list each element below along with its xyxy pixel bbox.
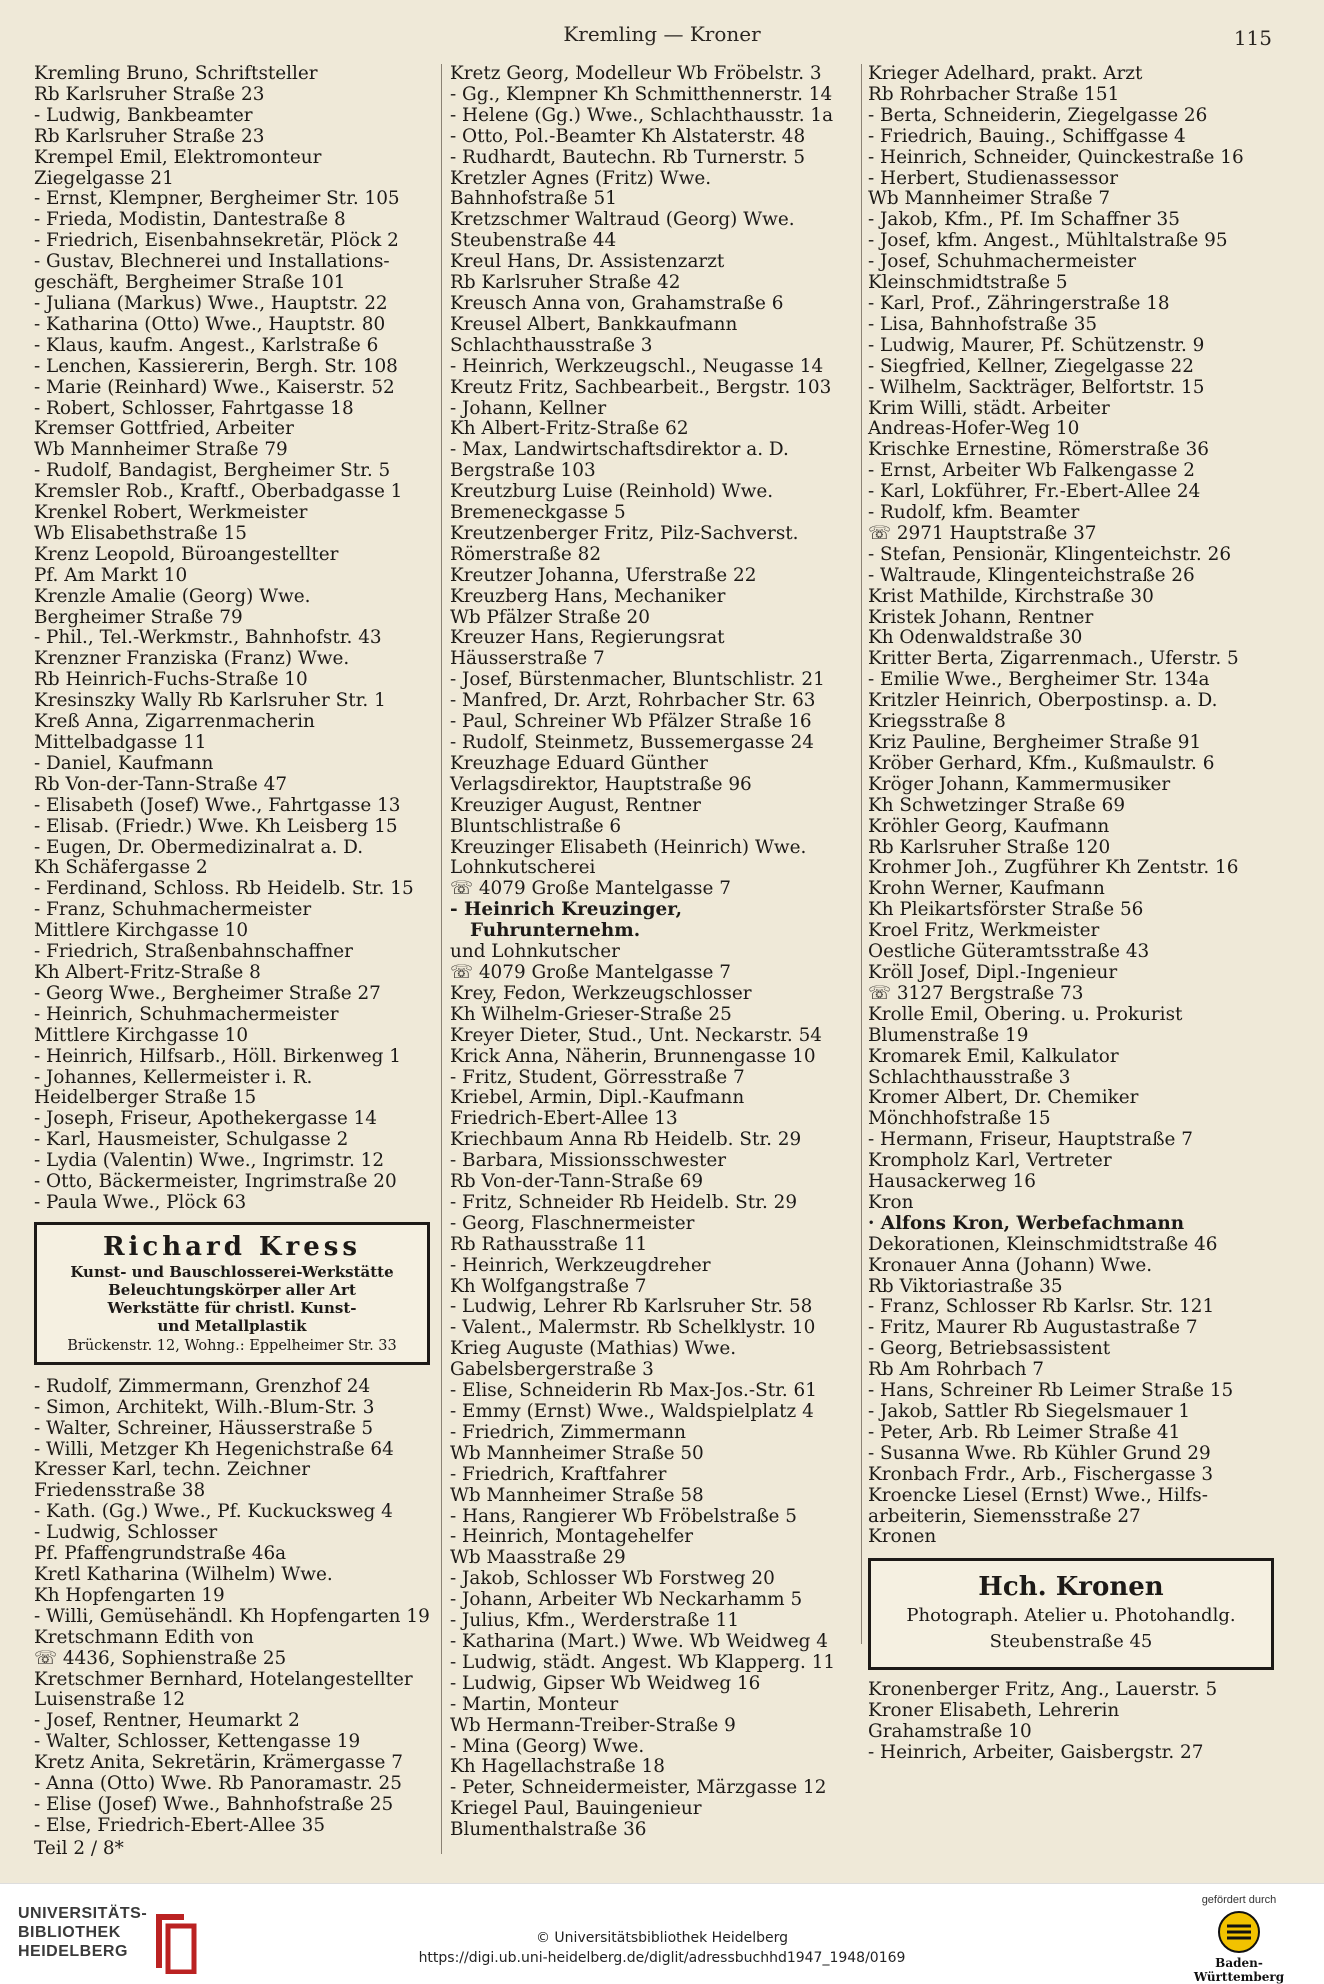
- directory-entry-line: Kröber Gerhard, Kfm., Kußmaulstr. 6: [868, 752, 1215, 774]
- directory-entry-line: Kremling Bruno, Schriftsteller: [34, 63, 318, 84]
- source-url[interactable]: https://digi.ub.uni-heidelberg.de/diglit/adressbuchhd1947_1948/0169: [418, 1950, 906, 1966]
- directory-entry-line: - Manfred, Dr. Arzt, Rohrbacher Str. 63: [450, 690, 816, 712]
- directory-entry-line: Kromer Albert, Dr. Chemiker: [868, 1087, 1139, 1109]
- directory-entry-line: - Rudolf, Zimmermann, Grenzhof 24: [34, 1375, 371, 1397]
- directory-entry-line: - Johannes, Kellermeister i. R.: [34, 1066, 313, 1088]
- directory-entry-line: - Marie (Reinhard) Wwe., Kaiserstr. 52: [34, 376, 395, 398]
- directory-entry-line: Mönchhofstraße 15: [868, 1108, 1051, 1130]
- directory-entry-line: - Jakob, Sattler Rb Siegelsmauer 1: [868, 1401, 1191, 1422]
- directory-entry-line: - Heinrich Kreuzinger, Fuhrunternehm.: [450, 899, 682, 942]
- directory-entry-line: - Ludwig, Lehrer Rb Karlsruher Str. 58: [450, 1296, 813, 1318]
- directory-entry-line: Krempel Emil, Elektromonteur: [34, 146, 322, 168]
- directory-entry-line: Hausackerweg 16: [868, 1171, 1037, 1193]
- directory-entry-line: Kronen: [868, 1526, 937, 1548]
- directory-entry-line: Krohmer Joh., Zugführer Kh Zentstr. 16: [868, 857, 1239, 879]
- directory-entry-line: Kreuzer Hans, Regierungsrat: [450, 627, 725, 649]
- ad-title: Richard Kress: [102, 1231, 362, 1262]
- directory-entry-line: - Frieda, Modistin, Dantestraße 8: [34, 209, 346, 231]
- directory-entry-line: - Heinrich, Hilfsarb., Höll. Birkenweg 1: [34, 1045, 401, 1067]
- directory-entry-line: Kreutzburg Luise (Reinhold) Wwe.: [450, 481, 774, 503]
- entries-column-1-bottom: [34, 1377, 434, 1837]
- directory-entry-line: Wb Hermann-Treiber-Straße 9: [450, 1714, 736, 1736]
- directory-entry-line: Rb Karlsruher Straße 42: [450, 272, 681, 294]
- library-name-line: HEIDELBERG: [18, 1943, 128, 1960]
- directory-entry-line: Wb Pfälzer Straße 20: [450, 606, 650, 628]
- directory-entry-line: - Otto, Bäckermeister, Ingrimstraße 20: [34, 1171, 397, 1193]
- directory-entry-line: Kroner Elisabeth, Lehrerin: [868, 1700, 1120, 1722]
- directory-entry-line: - Hans, Rangierer Wb Fröbelstraße 5: [450, 1505, 797, 1527]
- directory-entry-line: Krieg Auguste (Mathias) Wwe.: [450, 1338, 737, 1360]
- directory-entry-line: Wb Elisabethstraße 15: [34, 522, 248, 544]
- directory-entry-line: Rb Rathausstraße 11: [450, 1233, 648, 1255]
- directory-entry-line: - Emmy (Ernst) Wwe., Waldspielplatz 4: [450, 1401, 814, 1422]
- directory-entry-line: Kh Wolfgangstraße 7: [450, 1275, 647, 1297]
- state-name: Baden-Württemberg: [1193, 1956, 1285, 1984]
- ad-line: Werkstätte für christl. Kunst-: [107, 1298, 357, 1317]
- directory-entry-line: Rb Karlsruher Straße 120: [868, 836, 1111, 858]
- directory-entry-line: ☏ 4079 Große Mantelgasse 7: [450, 961, 731, 983]
- directory-entry-line: - Lydia (Valentin) Wwe., Ingrimstr. 12: [34, 1150, 385, 1172]
- directory-entry-line: - Peter, Schneidermeister, Märzgasse 12: [450, 1777, 827, 1799]
- directory-entry-line: - Rudhardt, Bautechn. Rb Turnerstr. 5: [450, 146, 806, 168]
- directory-entry-line: - Emilie Wwe., Bergheimer Str. 134a: [868, 669, 1210, 691]
- directory-entry-line: Kreusel Albert, Bankkaufmann: [450, 313, 738, 335]
- directory-entry-line: - Friedrich, Bauing., Schiffgasse 4: [868, 125, 1186, 147]
- directory-entry-line: - Friedrich, Kraftfahrer: [450, 1463, 667, 1485]
- directory-entry-line: - Herbert, Studienassessor: [868, 167, 1118, 189]
- directory-entry-line: - Ludwig, städt. Angest. Wb Klapperg. 11: [450, 1651, 836, 1673]
- directory-entry-line: · Alfons Kron, Werbefachmann: [868, 1212, 1185, 1234]
- directory-entry-line: - Juliana (Markus) Wwe., Hauptstr. 22: [34, 292, 388, 314]
- directory-entry-line: Kretzler Agnes (Fritz) Wwe.: [450, 167, 712, 189]
- directory-entry-line: Bergheimer Straße 79: [34, 606, 243, 628]
- directory-entry-line: - Walter, Schlosser, Kettengasse 19: [34, 1731, 361, 1753]
- directory-entry-line: Kronbach Frdr., Arb., Fischergasse 3: [868, 1463, 1214, 1485]
- directory-entry-line: - Fritz, Student, Görresstraße 7: [450, 1066, 745, 1088]
- directory-entry-line: Wb Mannheimer Straße 7: [868, 188, 1111, 210]
- directory-entry-line: - Jakob, Kfm., Pf. Im Schaffner 35: [868, 209, 1180, 231]
- directory-entry-line: Mittelbadgasse 11: [34, 732, 207, 753]
- directory-entry-line: - Valent., Malermstr. Rb Schelklystr. 10: [450, 1317, 816, 1339]
- directory-entry-line: - Gustav, Blechnerei und Installations-: [34, 251, 390, 273]
- directory-entry-line: Rb Viktoriastraße 35: [868, 1275, 1063, 1297]
- directory-entry-line: Kh Schäfergasse 2: [34, 857, 208, 879]
- directory-entry-line: Friedrich-Ebert-Allee 13: [450, 1108, 678, 1130]
- entries-column-3-top: [868, 64, 1280, 1548]
- directory-entry-line: Kromarek Emil, Kalkulator: [868, 1045, 1119, 1067]
- directory-entry-line: - Friedrich, Eisenbahnsekretär, Plöck 2: [34, 230, 399, 252]
- advertisement-hch-kronen: [868, 1558, 1274, 1670]
- directory-entry-line: - Mina (Georg) Wwe.: [450, 1735, 645, 1757]
- directory-entry-line: - Elise, Schneiderin Rb Max-Jos.-Str. 61: [450, 1380, 817, 1402]
- directory-entry-line: Wb Mannheimer Straße 58: [450, 1484, 704, 1506]
- directory-entry-line: - Hermann, Friseur, Hauptstraße 7: [868, 1129, 1193, 1151]
- directory-entry-line: Gabelsbergerstraße 3: [450, 1359, 654, 1381]
- directory-entry-line: Kh Albert-Fritz-Straße 8: [34, 961, 261, 983]
- directory-entry-line: - Josef, kfm. Angest., Mühltalstraße 95: [868, 230, 1228, 252]
- directory-entry-line: - Elisab. (Friedr.) Wwe. Kh Leisberg 15: [34, 815, 398, 837]
- directory-entry-line: Kh Albert-Fritz-Straße 62: [450, 418, 689, 440]
- directory-entry-line: Bergstraße 103: [450, 460, 596, 482]
- directory-entry-line: Krieger Adelhard, prakt. Arzt: [868, 63, 1143, 84]
- directory-entry-line: - Anna (Otto) Wwe. Rb Panoramastr. 25: [34, 1773, 402, 1795]
- directory-entry-line: Schlachthausstraße 3: [868, 1066, 1071, 1088]
- directory-entry-line: Lohnkutscherei: [450, 857, 596, 879]
- directory-entry-line: Kritter Berta, Zigarrenmach., Uferstr. 5: [868, 648, 1239, 670]
- directory-entry-line: - Daniel, Kaufmann: [34, 752, 214, 774]
- directory-entry-line: Krischke Ernestine, Römerstraße 36: [868, 439, 1209, 461]
- directory-entry-line: Wb Mannheimer Straße 50: [450, 1442, 704, 1464]
- directory-entry-line: ☏ 2971 Hauptstraße 37: [868, 522, 1097, 544]
- ad-line: Beleuchtungskörper aller Art: [108, 1280, 356, 1299]
- directory-entry-line: Kreutzenberger Fritz, Pilz-Sachverst.: [450, 522, 799, 544]
- directory-entry-line: Rb Heinrich-Fuchs-Straße 10: [34, 669, 308, 691]
- funding-badge[interactable]: [1184, 1894, 1294, 1984]
- directory-entry-line: - Georg, Betriebsassistent: [868, 1338, 1111, 1360]
- directory-entry-line: Krolle Emil, Obering. u. Prokurist: [868, 1003, 1183, 1025]
- directory-entry-line: - Joseph, Friseur, Apothekergasse 14: [34, 1108, 378, 1130]
- directory-entry-line: Kretschmann Edith von: [34, 1626, 254, 1648]
- directory-entry-line: Steubenstraße 44: [450, 230, 617, 252]
- directory-entry-line: arbeiterin, Siemensstraße 27: [868, 1505, 1141, 1527]
- directory-entry-line: - Else, Friedrich-Ebert-Allee 35: [34, 1814, 326, 1836]
- directory-entry-line: - Jakob, Schlosser Wb Forstweg 20: [450, 1568, 775, 1590]
- directory-entry-line: Kretl Katharina (Wilhelm) Wwe.: [34, 1564, 333, 1585]
- directory-entry-line: und Lohnkutscher: [450, 941, 620, 963]
- directory-entry-line: - Elise (Josef) Wwe., Bahnhofstraße 25: [34, 1793, 394, 1815]
- ad-title: Hch. Kronen: [978, 1572, 1164, 1603]
- directory-entry-line: Kreusch Anna von, Grahamstraße 6: [450, 292, 784, 314]
- directory-entry-line: Kriegel Paul, Bauingenieur: [450, 1798, 702, 1820]
- column-2: [450, 64, 852, 1841]
- directory-entry-line: - Hans, Schreiner Rb Leimer Straße 15: [868, 1380, 1234, 1402]
- ad-line: und Metallplastik: [157, 1316, 307, 1335]
- column-rule-2: [861, 64, 862, 1644]
- directory-entry-line: ☏ 3127 Bergstraße 73: [868, 982, 1084, 1004]
- ad-address: Brückenstr. 12, Wohng.: Eppelheimer Str. 33: [67, 1337, 397, 1354]
- directory-entry-line: Bahnhofstraße 51: [450, 188, 617, 210]
- directory-entry-line: Rb Von-der-Tann-Straße 47: [34, 773, 288, 795]
- directory-entry-line: Kreyer Dieter, Stud., Unt. Neckarstr. 54: [450, 1024, 823, 1046]
- directory-entry-line: - Susanna Wwe. Rb Kühler Grund 29: [868, 1442, 1211, 1464]
- directory-entry-line: Kretschmer Bernhard, Hotelangestellter: [34, 1668, 413, 1690]
- directory-entry-line: Häusserstraße 7: [450, 648, 605, 670]
- directory-entry-line: Krenzle Amalie (Georg) Wwe.: [34, 585, 311, 607]
- directory-entry-line: Krenkel Robert, Werkmeister: [34, 502, 308, 524]
- directory-entry-line: - Lisa, Bahnhofstraße 35: [868, 313, 1098, 335]
- directory-entry-line: Kreul Hans, Dr. Assistenzarzt: [450, 251, 725, 273]
- directory-entry-line: Kritzler Heinrich, Oberpostinsp. a. D.: [868, 690, 1218, 712]
- directory-entry-line: ☏ 4436, Sophienstraße 25: [34, 1647, 287, 1669]
- directory-entry-line: - Paula Wwe., Plöck 63: [34, 1191, 247, 1213]
- directory-entry-line: Kretzschmer Waltraud (Georg) Wwe.: [450, 209, 795, 231]
- directory-entry-line: - Ernst, Klempner, Bergheimer Str. 105: [34, 188, 400, 210]
- directory-entry-line: Heidelberger Straße 15: [34, 1087, 257, 1109]
- directory-entry-line: Kh Pleikartsförster Straße 56: [868, 899, 1144, 921]
- directory-entry-line: Krenzner Franziska (Franz) Wwe.: [34, 648, 350, 670]
- directory-entry-line: Friedensstraße 38: [34, 1480, 206, 1502]
- directory-entry-line: Grahamstraße 10: [868, 1721, 1032, 1743]
- directory-entry-line: - Helene (Gg.) Wwe., Schlachthausstr. 1a: [450, 104, 834, 126]
- directory-entry-line: Kh Schwetzinger Straße 69: [868, 794, 1126, 816]
- directory-entry-line: Mittlere Kirchgasse 10: [34, 920, 249, 942]
- baden-wuerttemberg-emblem-icon: [1217, 1910, 1261, 1954]
- directory-entry-line: - Karl, Lokführer, Fr.-Ebert-Allee 24: [868, 481, 1201, 503]
- directory-entry-line: Kleinschmidtstraße 5: [868, 272, 1068, 294]
- directory-entry-line: Ziegelgasse 21: [34, 167, 174, 189]
- directory-entry-line: - Wilhelm, Sackträger, Belfortstr. 15: [868, 376, 1205, 398]
- directory-entry-line: Krim Willi, städt. Arbeiter: [868, 397, 1110, 419]
- directory-entry-line: Blumenthalstraße 36: [450, 1819, 647, 1841]
- directory-entry-line: - Georg Wwe., Bergheimer Straße 27: [34, 982, 381, 1004]
- directory-entry-line: - Friedrich, Straßenbahnschaffner: [34, 941, 353, 963]
- directory-entry-line: - Walter, Schreiner, Häusserstraße 5: [34, 1417, 374, 1439]
- directory-entry-line: Kresser Karl, techn. Zeichner: [34, 1459, 311, 1481]
- entries-column-3-bottom: [868, 1680, 1280, 1764]
- running-head: Kremling — Kroner: [563, 22, 761, 46]
- directory-entry-line: Kreuziger August, Rentner: [450, 794, 701, 816]
- directory-entry-line: Kreß Anna, Zigarrenmacherin: [34, 711, 315, 733]
- directory-entry-line: - Karl, Hausmeister, Schulgasse 2: [34, 1129, 349, 1151]
- directory-entry-line: - Ferdinand, Schloss. Rb Heidelb. Str. 15: [34, 878, 414, 900]
- funded-by-label: gefördert durch: [1201, 1894, 1277, 1906]
- advertisement-richard-kress: [34, 1222, 430, 1365]
- directory-entry-line: Kristek Johann, Rentner: [868, 606, 1094, 628]
- directory-entry-line: Kröhler Georg, Kaufmann: [868, 815, 1110, 837]
- ad-line: Kunst- und Bauschlosserei-Werkstätte: [70, 1262, 394, 1281]
- directory-entry-line: - Robert, Schlosser, Fahrtgasse 18: [34, 397, 354, 419]
- directory-entry-line: ☏ 4079 Große Mantelgasse 7: [450, 878, 731, 900]
- copyright-notice: © Universitätsbibliothek Heidelberg: [535, 1930, 788, 1946]
- directory-entry-line: Dekorationen, Kleinschmidtstraße 46: [868, 1233, 1218, 1255]
- ad-line: Steubenstraße 45: [989, 1631, 1153, 1653]
- directory-entry-line: Rb Karlsruher Straße 23: [34, 125, 265, 147]
- directory-entry-line: - Friedrich, Zimmermann: [450, 1421, 686, 1443]
- directory-entry-line: - Josef, Rentner, Heumarkt 2: [34, 1710, 300, 1732]
- directory-entry-line: Krenz Leopold, Büroangestellter: [34, 543, 339, 565]
- directory-entry-line: - Lenchen, Kassiererin, Bergh. Str. 108: [34, 355, 398, 377]
- directory-entry-line: Schlachthausstraße 3: [450, 334, 653, 356]
- directory-entry-line: Kröll Josef, Dipl.-Ingenieur: [868, 961, 1118, 983]
- directory-entry-line: - Franz, Schuhmachermeister: [34, 899, 312, 921]
- directory-entry-line: Kh Wilhelm-Grieser-Straße 25: [450, 1003, 732, 1025]
- directory-entry-line: - Rudolf, kfm. Beamter: [868, 502, 1080, 524]
- directory-entry-line: Kreutzer Johanna, Uferstraße 22: [450, 564, 757, 586]
- directory-entry-line: - Katharina (Mart.) Wwe. Wb Weidweg 4: [450, 1630, 828, 1652]
- directory-entry-line: Krompholz Karl, Vertreter: [868, 1150, 1112, 1172]
- directory-entry-line: Blumenstraße 19: [868, 1024, 1029, 1046]
- entries-column-2: [450, 64, 852, 1841]
- directory-entry-line: - Heinrich, Arbeiter, Gaisbergstr. 27: [868, 1742, 1204, 1764]
- directory-entry-line: Kronenberger Fritz, Ang., Lauerstr. 5: [868, 1679, 1218, 1701]
- directory-entry-line: - Barbara, Missionsschwester: [450, 1150, 727, 1172]
- column-1: [34, 64, 434, 1860]
- directory-entry-line: Wb Mannheimer Straße 79: [34, 439, 288, 461]
- directory-entry-line: - Julius, Kfm., Werderstraße 11: [450, 1610, 740, 1632]
- directory-entry-line: - Kath. (Gg.) Wwe., Pf. Kuckucksweg 4: [34, 1501, 393, 1523]
- directory-entry-line: Krist Mathilde, Kirchstraße 30: [868, 585, 1154, 607]
- directory-entry-line: - Rudolf, Steinmetz, Bussemergasse 24: [450, 732, 814, 753]
- directory-entry-line: - Max, Landwirtschaftsdirektor a. D.: [450, 439, 789, 461]
- directory-entry-line: Kremser Gottfried, Arbeiter: [34, 418, 294, 440]
- directory-entry-line: Kroel Fritz, Werkmeister: [868, 920, 1100, 942]
- directory-entry-line: - Siegfried, Kellner, Ziegelgasse 22: [868, 355, 1194, 377]
- directory-entry-line: Kresinszky Wally Rb Karlsruher Str. 1: [34, 690, 386, 712]
- library-name-line: UNIVERSITÄTS-: [18, 1905, 148, 1922]
- directory-entry-line: - Ernst, Arbeiter Wb Falkengasse 2: [868, 460, 1195, 482]
- directory-entry-line: Oestliche Güteramtsstraße 43: [868, 941, 1150, 963]
- ad-line: Photograph. Atelier u. Photohandlg.: [906, 1605, 1236, 1627]
- directory-entry-line: - Franz, Schlosser Rb Karlsr. Str. 121: [868, 1296, 1215, 1318]
- directory-entry-line: - Heinrich, Schuhmachermeister: [34, 1003, 339, 1025]
- sheet-signature: Teil 2 / 8*: [34, 1837, 124, 1859]
- directory-entry-line: Kretz Georg, Modelleur Wb Fröbelstr. 3: [450, 63, 822, 84]
- directory-entry-line: Kronauer Anna (Johann) Wwe.: [868, 1254, 1153, 1276]
- directory-entry-line: - Heinrich, Werkzeugdreher: [450, 1254, 711, 1276]
- directory-entry-line: - Ludwig, Maurer, Pf. Schützenstr. 9: [868, 334, 1205, 356]
- directory-entry-line: Kretz Anita, Sekretärin, Krämergasse 7: [34, 1752, 403, 1774]
- directory-entry-line: Kh Hopfengarten 19: [34, 1584, 225, 1606]
- directory-entry-line: Kreuzhage Eduard Günther: [450, 752, 708, 774]
- column-rule-1: [441, 64, 442, 1854]
- directory-entry-line: - Gg., Klempner Kh Schmitthennerstr. 14: [450, 83, 833, 105]
- entries-column-1-top: [34, 64, 434, 1214]
- directory-entry-line: Mittlere Kirchgasse 10: [34, 1024, 249, 1046]
- directory-entry-line: - Berta, Schneiderin, Ziegelgasse 26: [868, 104, 1208, 126]
- directory-entry-line: - Willi, Metzger Kh Hegenichstraße 64: [34, 1438, 394, 1460]
- directory-entry-line: Rb Rohrbacher Straße 151: [868, 83, 1120, 105]
- directory-entry-line: - Karl, Prof., Zähringerstraße 18: [868, 292, 1170, 314]
- directory-entry-line: Kroencke Liesel (Ernst) Wwe., Hilfs-: [868, 1484, 1208, 1506]
- column-3: [868, 64, 1280, 1764]
- directory-entry-line: Kreuzinger Elisabeth (Heinrich) Wwe.: [450, 836, 807, 858]
- directory-entry-line: Kremsler Rob., Kraftf., Oberbadgasse 1: [34, 481, 403, 503]
- directory-entry-line: - Simon, Architekt, Wilh.-Blum-Str. 3: [34, 1396, 375, 1418]
- directory-entry-line: - Ludwig, Gipser Wb Weidweg 16: [450, 1672, 761, 1694]
- library-name-line: BIBLIOTHEK: [18, 1924, 121, 1941]
- directory-entry-line: Krohn Werner, Kaufmann: [868, 878, 1105, 900]
- directory-entry-line: Kh Hagellachstraße 18: [450, 1756, 665, 1778]
- directory-entry-line: - Fritz, Maurer Rb Augustastraße 7: [868, 1317, 1198, 1339]
- directory-entry-line: Pf. Am Markt 10: [34, 564, 188, 586]
- directory-entry-line: Kreuzberg Hans, Mechaniker: [450, 585, 726, 607]
- directory-entry-line: - Phil., Tel.-Werkmstr., Bahnhofstr. 43: [34, 627, 382, 649]
- directory-entry-line: - Klaus, kaufm. Angest., Karlstraße 6: [34, 334, 379, 356]
- directory-entry-line: Krey, Fedon, Werkzeugschlosser: [450, 982, 752, 1004]
- directory-entry-line: Rb Am Rohrbach 7: [868, 1359, 1045, 1381]
- directory-entry-line: Kröger Johann, Kammermusiker: [868, 773, 1171, 795]
- directory-entry-line: - Willi, Gemüsehändl. Kh Hopfengarten 19: [34, 1605, 430, 1627]
- directory-entry-line: - Josef, Schuhmachermeister: [868, 251, 1137, 273]
- directory-entry-line: Krick Anna, Näherin, Brunnengasse 10: [450, 1045, 816, 1067]
- directory-entry-line: Wb Maasstraße 29: [450, 1547, 626, 1569]
- directory-entry-line: - Otto, Pol.-Beamter Kh Alstaterstr. 48: [450, 125, 806, 147]
- footer-bar: [0, 1883, 1324, 1984]
- directory-entry-line: Rb Karlsruher Straße 23: [34, 83, 265, 105]
- directory-entry-line: - Paul, Schreiner Wb Pfälzer Straße 16: [450, 711, 812, 733]
- directory-entry-line: Kriz Pauline, Bergheimer Straße 91: [868, 732, 1202, 753]
- directory-entry-line: - Georg, Flaschnermeister: [450, 1212, 695, 1234]
- directory-entry-line: Kreutz Fritz, Sachbearbeit., Bergstr. 103: [450, 376, 832, 398]
- directory-entry-line: Bremeneckgasse 5: [450, 502, 626, 524]
- directory-entry-line: geschäft, Bergheimer Straße 101: [34, 272, 346, 294]
- directory-entry-line: Rb Von-der-Tann-Straße 69: [450, 1171, 704, 1193]
- directory-entry-line: - Ludwig, Schlosser: [34, 1522, 218, 1544]
- directory-entry-line: Bluntschlistraße 6: [450, 815, 622, 837]
- directory-entry-line: Römerstraße 82: [450, 543, 602, 565]
- directory-entry-line: Kh Odenwaldstraße 30: [868, 627, 1083, 649]
- directory-entry-line: - Elisabeth (Josef) Wwe., Fahrtgasse 13: [34, 794, 401, 816]
- directory-entry-line: - Waltraude, Klingenteichstraße 26: [868, 564, 1195, 586]
- directory-entry-line: - Heinrich, Schneider, Quinckestraße 16: [868, 146, 1244, 168]
- directory-entry-line: Kriechbaum Anna Rb Heidelb. Str. 29: [450, 1129, 802, 1151]
- directory-entry-line: Kron: [868, 1191, 914, 1213]
- directory-entry-line: Luisenstraße 12: [34, 1689, 186, 1711]
- directory-entry-line: - Peter, Arb. Rb Leimer Straße 41: [868, 1421, 1181, 1443]
- directory-entry-line: - Stefan, Pensionär, Klingenteichstr. 26: [868, 543, 1232, 565]
- directory-entry-line: Kriebel, Armin, Dipl.-Kaufmann: [450, 1087, 745, 1109]
- page-number: 115: [1233, 26, 1272, 50]
- directory-entry-line: - Eugen, Dr. Obermedizinalrat a. D.: [34, 836, 364, 858]
- directory-entry-line: Andreas-Hofer-Weg 10: [868, 418, 1080, 440]
- directory-entry-line: - Fritz, Schneider Rb Heidelb. Str. 29: [450, 1191, 798, 1213]
- directory-entry-line: Verlagsdirektor, Hauptstraße 96: [450, 773, 752, 795]
- directory-entry-line: - Rudolf, Bandagist, Bergheimer Str. 5: [34, 460, 391, 482]
- directory-entry-line: - Heinrich, Montagehelfer: [450, 1526, 694, 1548]
- directory-entry-line: Pf. Pfaffengrundstraße 46a: [34, 1543, 287, 1565]
- directory-entry-line: - Heinrich, Werkzeugschl., Neugasse 14: [450, 355, 824, 377]
- directory-entry-line: - Martin, Monteur: [450, 1693, 619, 1715]
- directory-entry-line: Kriegsstraße 8: [868, 711, 1006, 733]
- directory-entry-line: - Katharina (Otto) Wwe., Hauptstr. 80: [34, 313, 386, 335]
- directory-entry-line: - Josef, Bürstenmacher, Bluntschlistr. 21: [450, 669, 825, 691]
- directory-entry-line: - Johann, Kellner: [450, 397, 607, 419]
- directory-entry-line: - Johann, Arbeiter Wb Neckarhamm 5: [450, 1589, 803, 1611]
- directory-entry-line: - Ludwig, Bankbeamter: [34, 104, 253, 126]
